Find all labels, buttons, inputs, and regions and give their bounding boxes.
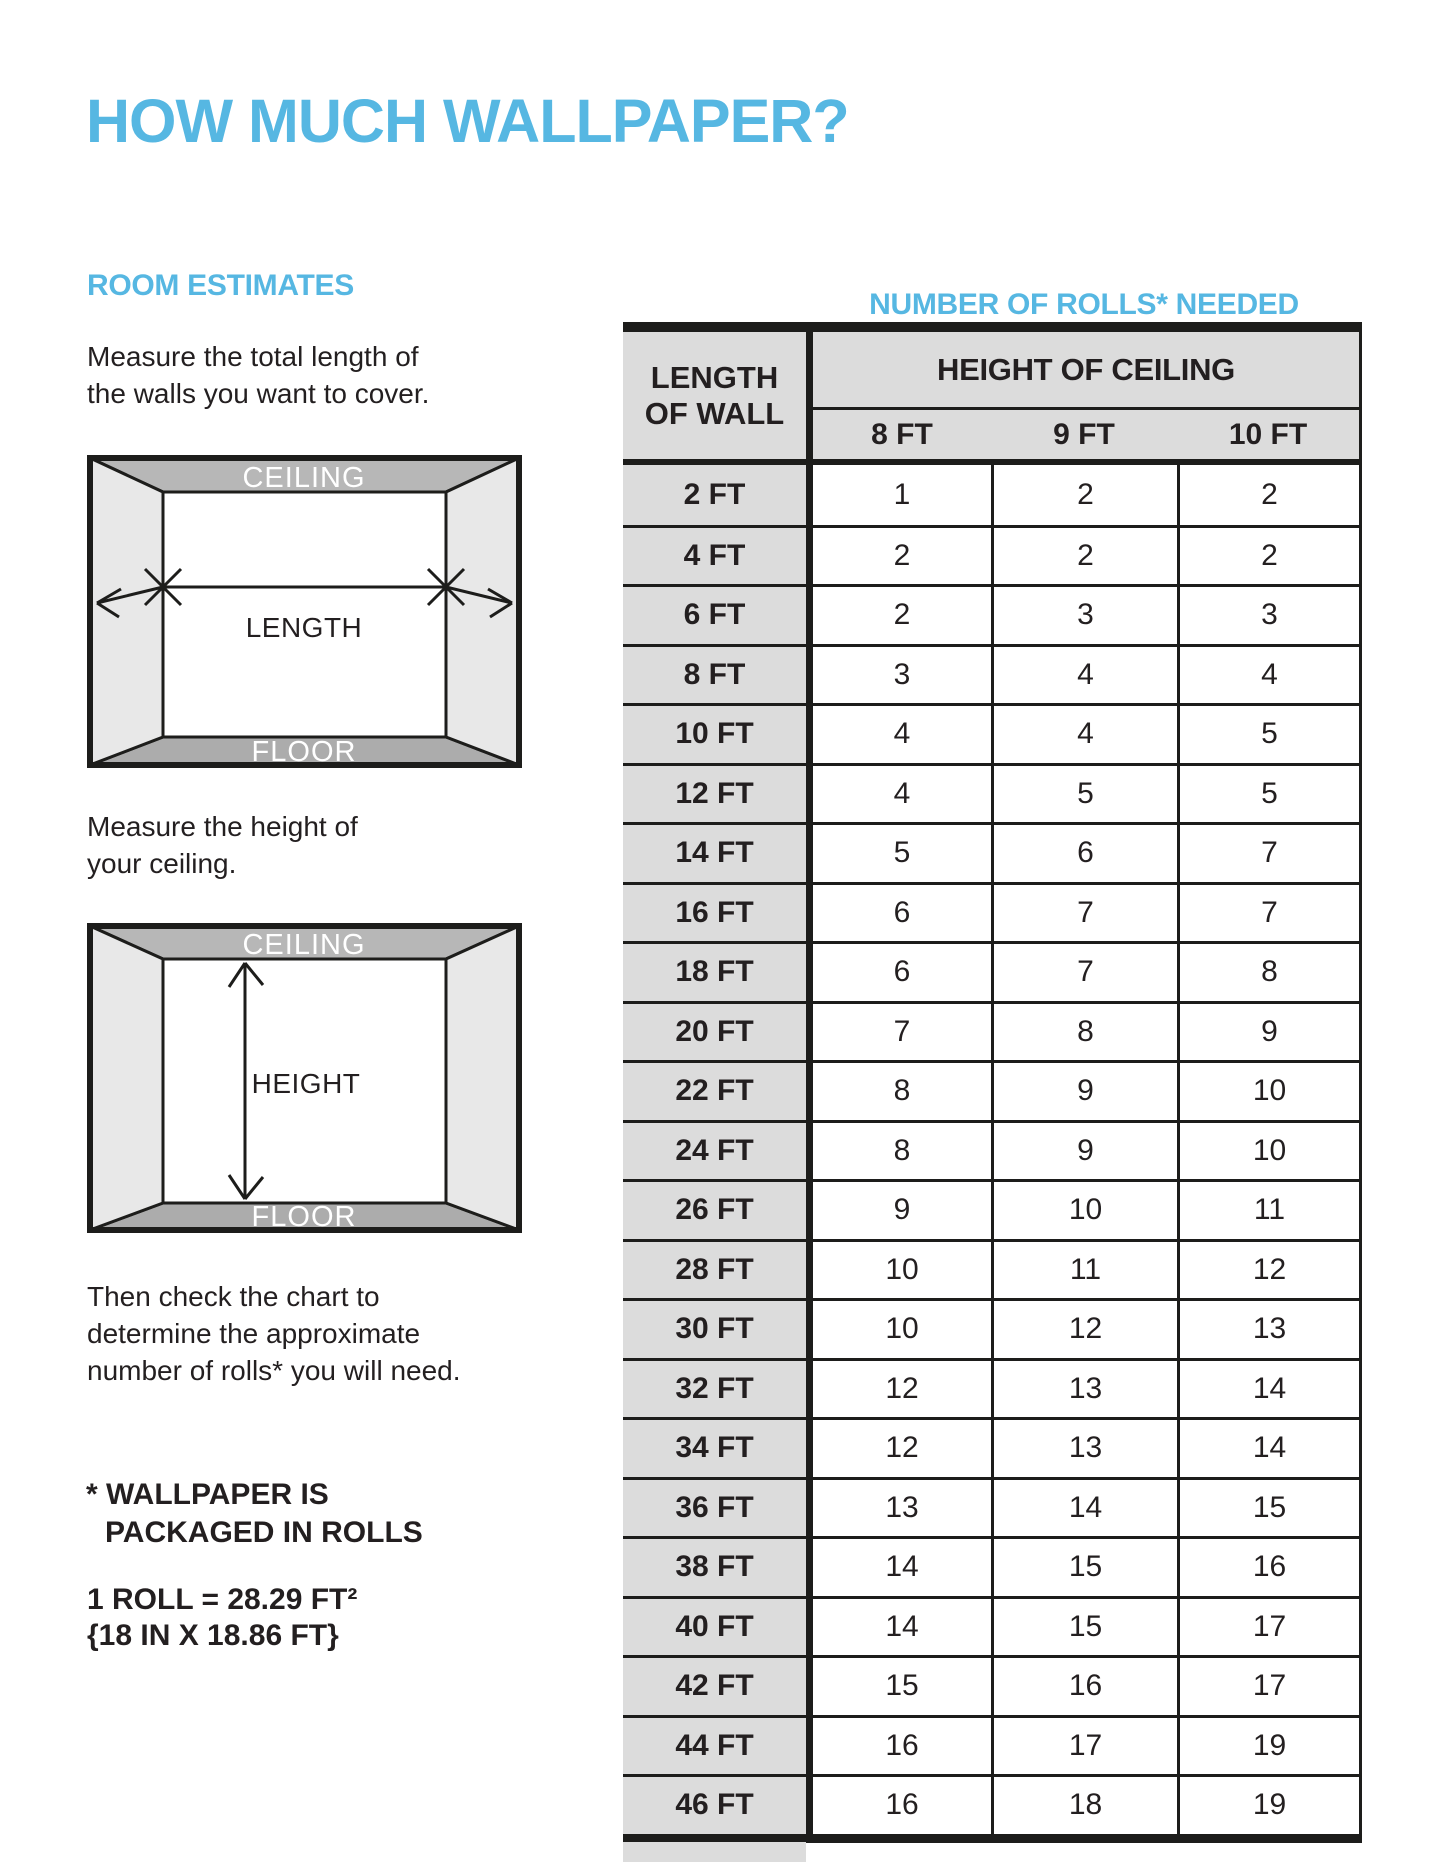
rolls-value-cell: 7 <box>1177 882 1362 942</box>
rolls-footnote <box>86 1476 423 1552</box>
column-header-9ft: 9 FT <box>991 407 1177 465</box>
length-room-diagram <box>87 455 522 768</box>
wall-length-cell: 8 FT <box>623 644 806 704</box>
rolls-value-cell: 10 <box>991 1179 1177 1239</box>
rolls-value-cell: 4 <box>806 763 991 823</box>
rolls-value-cell: 13 <box>1177 1298 1362 1358</box>
length-of-wall-line1: LENGTH <box>650 359 779 395</box>
rolls-value-cell: 9 <box>991 1060 1177 1120</box>
wall-length-cell: 6 FT <box>623 584 806 644</box>
rolls-value-cell: 17 <box>1177 1655 1362 1715</box>
wall-length-cell: 46 FT <box>623 1774 806 1834</box>
rolls-value-cell: 13 <box>991 1417 1177 1477</box>
wall-length-cell: 20 FT <box>623 1001 806 1061</box>
floor-label: FLOOR <box>251 1201 357 1233</box>
rolls-value-cell: 14 <box>806 1596 991 1656</box>
step2-text <box>87 808 358 882</box>
left-wall <box>90 458 163 765</box>
rolls-value-cell: 6 <box>806 941 991 1001</box>
wall-length-cell: 10 FT <box>623 703 806 763</box>
rolls-value-cell: 7 <box>991 882 1177 942</box>
rolls-value-cell: 2 <box>991 465 1177 525</box>
rolls-value-cell: 12 <box>806 1417 991 1477</box>
height-of-ceiling-header: HEIGHT OF CEILING <box>806 332 1362 407</box>
footnote-line2: PACKAGED IN ROLLS <box>105 1516 423 1549</box>
wall-length-cell: 2 FT <box>623 465 806 525</box>
step1-line2: the walls you want to cover. <box>87 378 430 409</box>
column-header-10ft: 10 FT <box>1177 407 1362 465</box>
rolls-value-cell: 16 <box>806 1774 991 1834</box>
rolls-value-cell: 9 <box>806 1179 991 1239</box>
floor-label: FLOOR <box>251 736 357 768</box>
rolls-value-cell: 5 <box>1177 763 1362 823</box>
rolls-value-cell: 17 <box>1177 1596 1362 1656</box>
wall-length-cell: 12 FT <box>623 763 806 823</box>
room-estimates-heading: ROOM ESTIMATES <box>87 269 354 302</box>
wall-length-cell: 32 FT <box>623 1358 806 1418</box>
rolls-value-cell: 2 <box>1177 525 1362 585</box>
rolls-value-cell: 16 <box>1177 1536 1362 1596</box>
right-wall <box>446 458 519 765</box>
rolls-value-cell: 5 <box>806 822 991 882</box>
rolls-value-cell: 11 <box>991 1239 1177 1299</box>
page-title: HOW MUCH WALLPAPER? <box>86 87 849 155</box>
rolls-value-cell: 12 <box>991 1298 1177 1358</box>
wall-length-cell: 14 FT <box>623 822 806 882</box>
rolls-value-cell: 8 <box>1177 941 1362 1001</box>
rolls-value-cell: 7 <box>991 941 1177 1001</box>
step2-line2: your ceiling. <box>87 848 237 879</box>
rolls-value-cell: 15 <box>806 1655 991 1715</box>
rolls-value-cell: 1 <box>806 465 991 525</box>
wall-length-cell: 34 FT <box>623 1417 806 1477</box>
step3-text <box>87 1278 461 1389</box>
length-label: LENGTH <box>245 612 363 643</box>
rolls-value-cell: 8 <box>806 1060 991 1120</box>
rolls-value-cell: 4 <box>991 703 1177 763</box>
rolls-value-cell: 14 <box>1177 1358 1362 1418</box>
height-room-diagram <box>87 923 522 1233</box>
rolls-value-cell: 16 <box>991 1655 1177 1715</box>
wall-length-cell: 4 FT <box>623 525 806 585</box>
wall-length-cell: 16 FT <box>623 882 806 942</box>
rolls-value-cell: 14 <box>991 1477 1177 1537</box>
rolls-value-cell: 17 <box>991 1715 1177 1775</box>
rolls-value-cell: 4 <box>991 644 1177 704</box>
rolls-value-cell: 4 <box>1177 644 1362 704</box>
rolls-value-cell: 11 <box>1177 1179 1362 1239</box>
wall-length-cell: 22 FT <box>623 1060 806 1120</box>
length-of-wall-line2: OF WALL <box>644 395 785 431</box>
rolls-value-cell: 5 <box>991 763 1177 823</box>
step3-line3: number of rolls* you will need. <box>87 1355 461 1386</box>
rolls-value-cell: 2 <box>806 584 991 644</box>
step3-line1: Then check the chart to <box>87 1281 380 1312</box>
rolls-value-cell: 10 <box>806 1239 991 1299</box>
rolls-value-cell: 9 <box>1177 1001 1362 1061</box>
rolls-value-cell: 12 <box>1177 1239 1362 1299</box>
length-of-wall-header <box>623 332 806 465</box>
height-label: HEIGHT <box>251 1068 361 1099</box>
rolls-value-cell: 13 <box>806 1477 991 1537</box>
wall-length-cell: 40 FT <box>623 1596 806 1656</box>
rolls-value-cell: 19 <box>1177 1715 1362 1775</box>
table-footer-stub <box>623 1842 806 1862</box>
rolls-value-cell: 6 <box>806 882 991 942</box>
wall-length-cell: 28 FT <box>623 1239 806 1299</box>
rolls-value-cell: 10 <box>806 1298 991 1358</box>
rolls-value-cell: 2 <box>991 525 1177 585</box>
rolls-value-cell: 4 <box>806 703 991 763</box>
wall-length-cell: 26 FT <box>623 1179 806 1239</box>
rolls-table <box>623 322 1362 1843</box>
rolls-value-cell: 15 <box>991 1596 1177 1656</box>
wall-length-cell: 36 FT <box>623 1477 806 1537</box>
wall-length-cell: 18 FT <box>623 941 806 1001</box>
wall-length-cell: 42 FT <box>623 1655 806 1715</box>
rolls-value-cell: 14 <box>806 1536 991 1596</box>
step1-line1: Measure the total length of <box>87 341 419 372</box>
rolls-value-cell: 10 <box>1177 1120 1362 1180</box>
rolls-value-cell: 13 <box>991 1358 1177 1418</box>
rolls-value-cell: 3 <box>991 584 1177 644</box>
rolls-value-cell: 18 <box>991 1774 1177 1834</box>
wall-length-cell: 24 FT <box>623 1120 806 1180</box>
footnote-line1: * WALLPAPER IS <box>86 1478 329 1511</box>
wall-length-cell: 30 FT <box>623 1298 806 1358</box>
rolls-value-cell: 8 <box>806 1120 991 1180</box>
column-header-8ft: 8 FT <box>806 407 991 465</box>
rolls-value-cell: 2 <box>806 525 991 585</box>
step3-line2: determine the approximate <box>87 1318 421 1349</box>
left-wall <box>90 926 163 1230</box>
rolls-needed-heading: NUMBER OF ROLLS* NEEDED <box>869 288 1299 321</box>
ceiling-label: CEILING <box>242 462 366 494</box>
rolls-value-cell: 10 <box>1177 1060 1362 1120</box>
step1-text <box>87 338 429 412</box>
rolls-value-cell: 2 <box>1177 465 1362 525</box>
wall-length-cell: 38 FT <box>623 1536 806 1596</box>
right-wall <box>446 926 519 1230</box>
rolls-value-cell: 15 <box>991 1536 1177 1596</box>
rolls-value-cell: 16 <box>806 1715 991 1775</box>
rolls-value-cell: 14 <box>1177 1417 1362 1477</box>
rolls-value-cell: 12 <box>806 1358 991 1418</box>
rolls-value-cell: 7 <box>1177 822 1362 882</box>
wall-length-cell: 44 FT <box>623 1715 806 1775</box>
roll-size-info <box>87 1582 357 1654</box>
rolls-value-cell: 3 <box>806 644 991 704</box>
roll-dimensions: {18 IN X 18.86 FT} <box>87 1619 339 1652</box>
roll-equation: 1 ROLL = 28.29 FT² <box>87 1583 358 1616</box>
rolls-value-cell: 6 <box>991 822 1177 882</box>
rolls-value-cell: 9 <box>991 1120 1177 1180</box>
rolls-value-cell: 7 <box>806 1001 991 1061</box>
rolls-value-cell: 8 <box>991 1001 1177 1061</box>
rolls-value-cell: 5 <box>1177 703 1362 763</box>
ceiling-label: CEILING <box>242 929 366 961</box>
rolls-value-cell: 3 <box>1177 584 1362 644</box>
rolls-value-cell: 19 <box>1177 1774 1362 1834</box>
rolls-value-cell: 15 <box>1177 1477 1362 1537</box>
step2-line1: Measure the height of <box>87 811 358 842</box>
